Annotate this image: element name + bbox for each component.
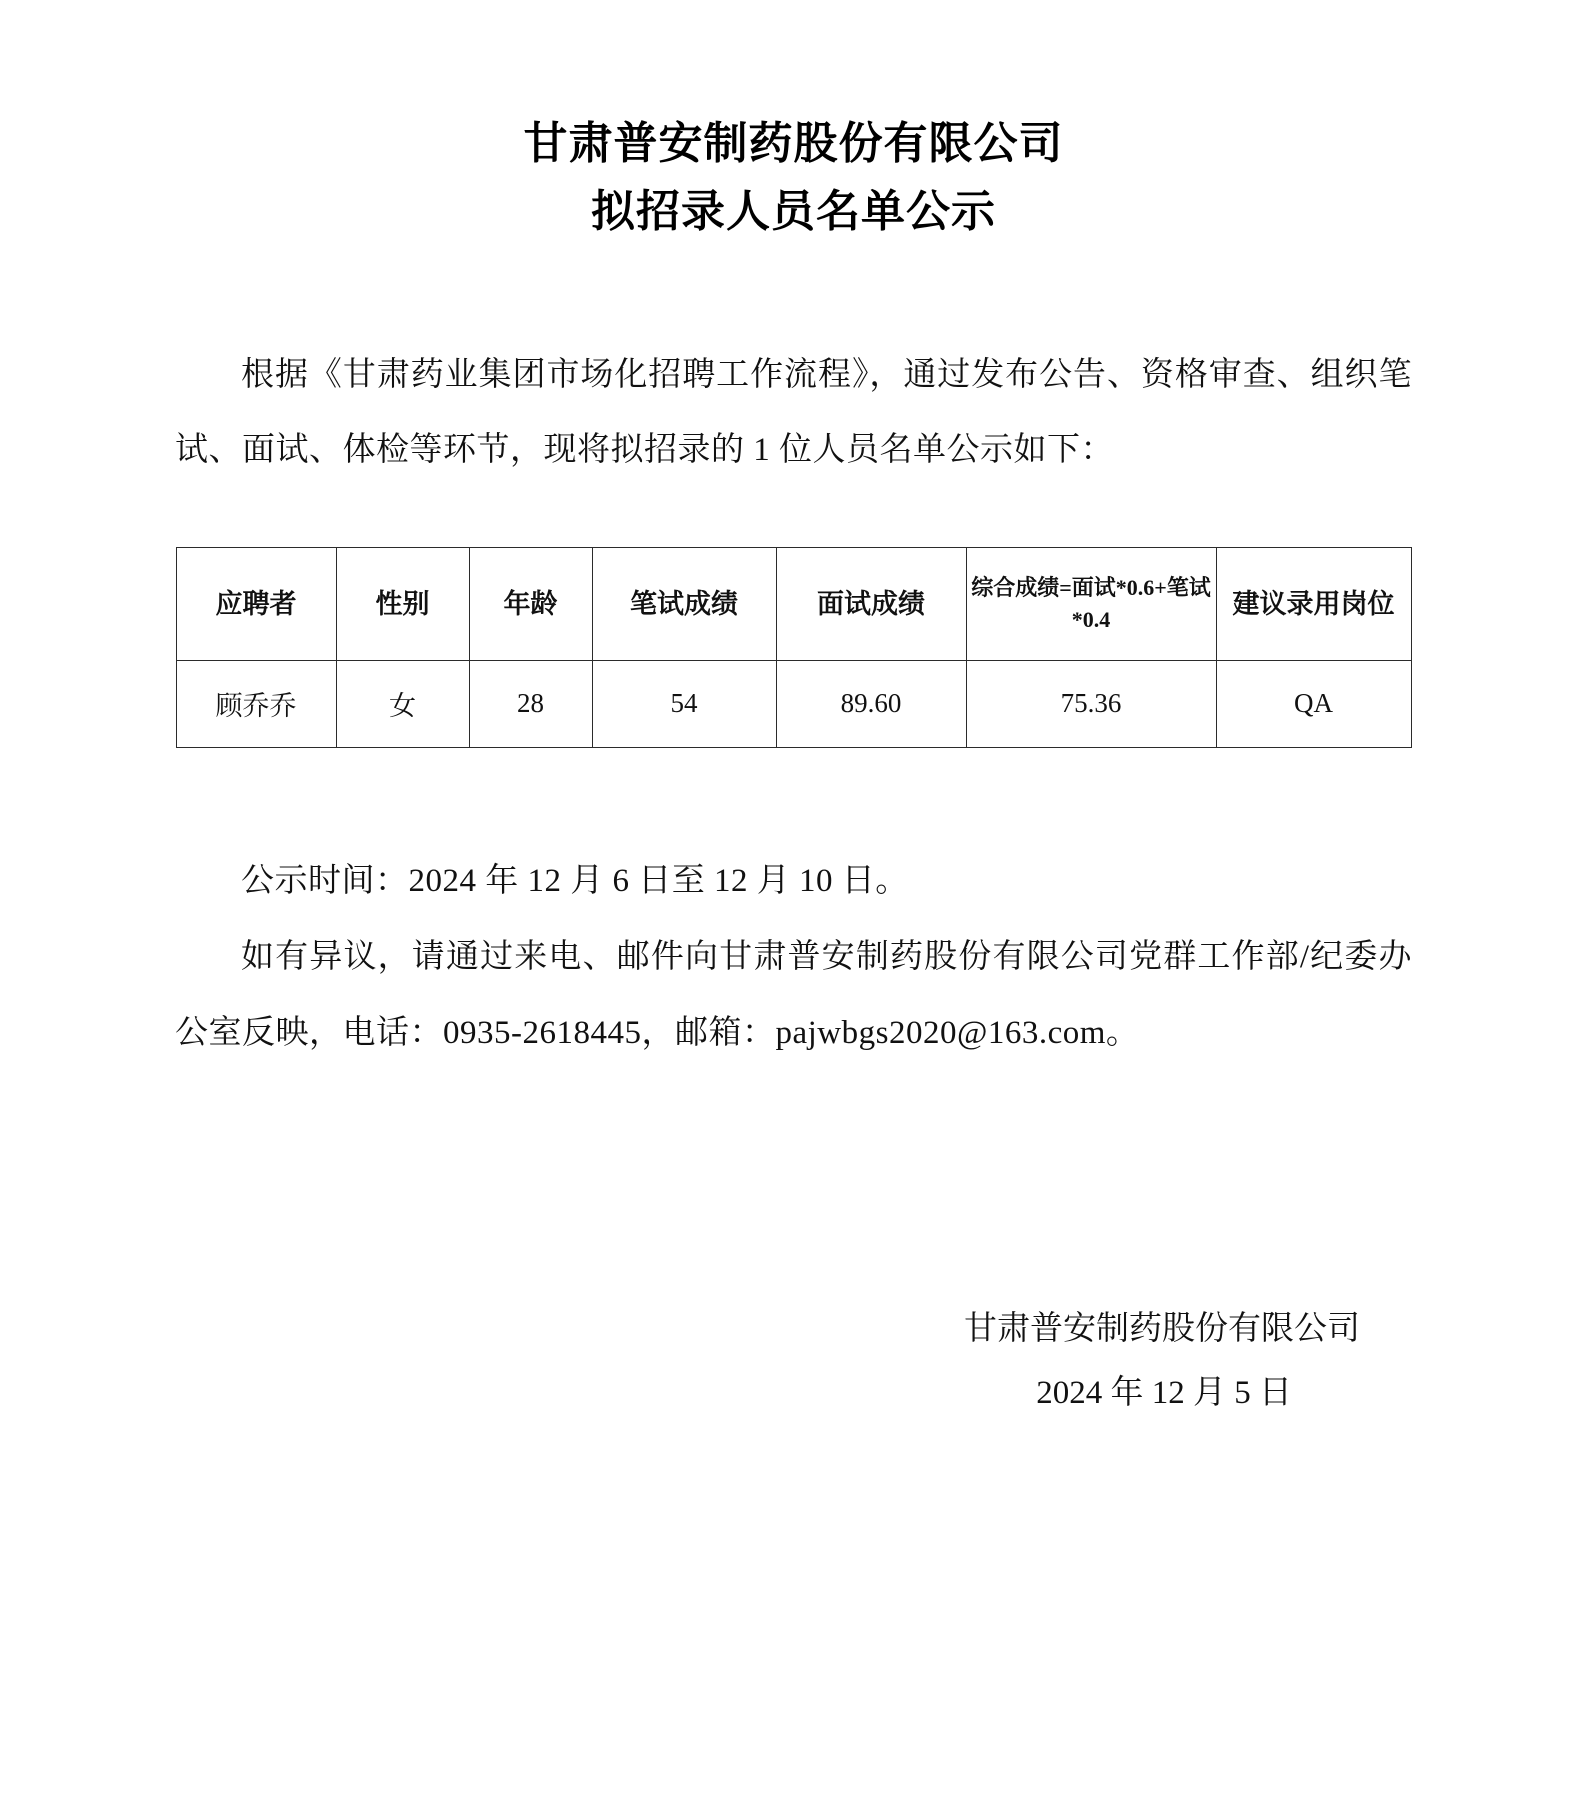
header-age: 年龄 — [469, 547, 592, 660]
page-title — [175, 110, 1412, 246]
cell-interview-score: 89.60 — [776, 660, 966, 747]
page-title-line-1: 甘肃普安制药股份有限公司 — [523, 119, 1064, 168]
header-gender: 性别 — [336, 547, 469, 660]
signature-date: 2024 年 12 月 5 日 — [1036, 1374, 1292, 1411]
table-head — [176, 547, 1411, 660]
publicity-period: 公示时间：2024 年 12 月 6 日至 12 月 10 日。 — [241, 862, 909, 899]
cell-applicant: 顾乔乔 — [176, 660, 336, 747]
notice-section — [175, 844, 1412, 1072]
table-body — [176, 660, 1411, 747]
header-composite-score: 综合成绩=面试*0.6+笔试*0.4 — [966, 547, 1216, 660]
header-written-score: 笔试成绩 — [592, 547, 776, 660]
header-interview-score: 面试成绩 — [776, 547, 966, 660]
candidate-table-wrapper — [175, 547, 1412, 748]
cell-gender: 女 — [336, 660, 469, 747]
signature-company: 甘肃普安制药股份有限公司 — [964, 1310, 1360, 1347]
cell-written-score: 54 — [592, 660, 776, 747]
header-applicant: 应聘者 — [176, 547, 336, 660]
page-title-line-2: 拟招录人员名单公示 — [591, 187, 996, 237]
intro-section — [175, 338, 1412, 487]
cell-composite-score: 75.36 — [966, 660, 1216, 747]
header-position: 建议录用岗位 — [1216, 547, 1411, 660]
table-row — [176, 660, 1411, 747]
cell-age: 28 — [469, 660, 592, 747]
table-header-row — [176, 547, 1411, 660]
intro-paragraph: 根据《甘肃药业集团市场化招聘工作流程》，通过发布公告、资格审查、组织笔试、面试、体检等环节，现将拟招录的 1 位人员名单公示如下： — [175, 357, 1412, 468]
candidate-table — [176, 547, 1412, 748]
objection-notice: 如有异议，请通过来电、邮件向甘肃普安制药股份有限公司党群工作部/纪委办公室反映，电话：0935-2618445，邮箱：pajwbgs2020@163.com。 — [175, 938, 1412, 1051]
signature-block — [175, 1297, 1412, 1426]
cell-position: QA — [1216, 660, 1411, 747]
